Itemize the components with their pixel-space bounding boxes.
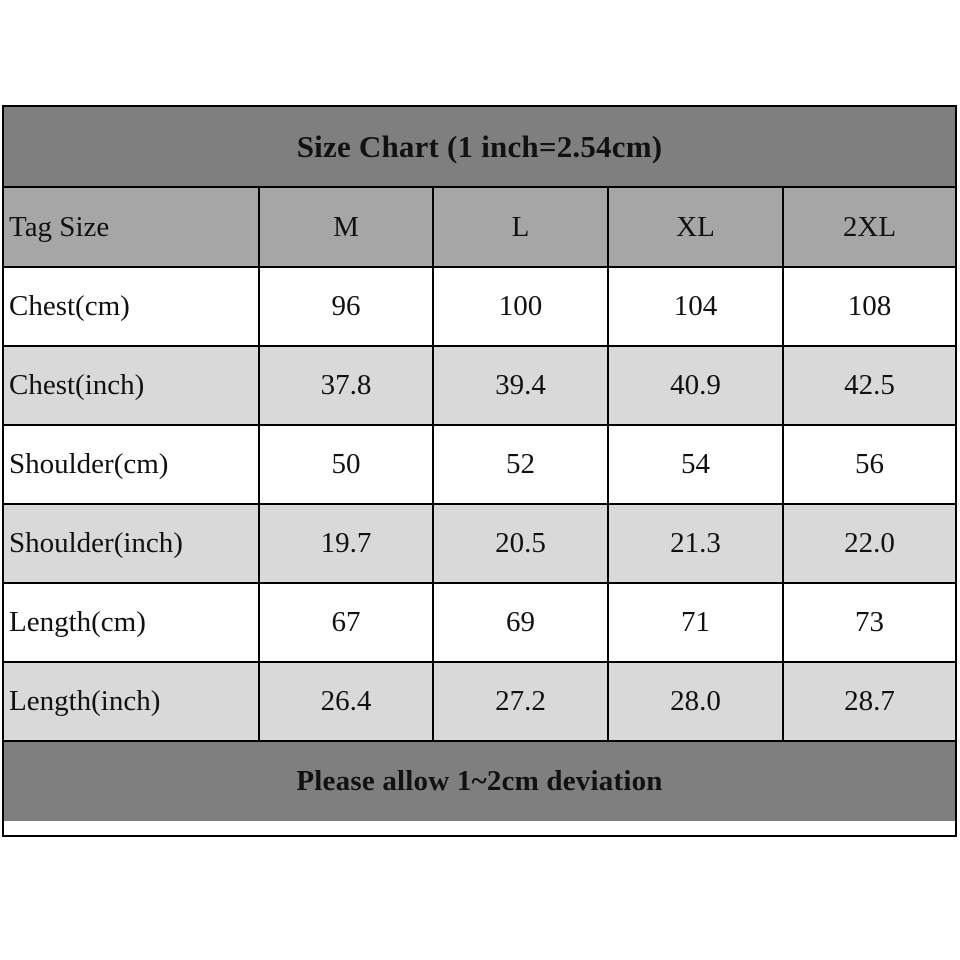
table-row <box>4 583 955 662</box>
table-cell: 100 <box>433 267 608 346</box>
table-cell: 52 <box>433 425 608 504</box>
table-cell: 39.4 <box>433 346 608 425</box>
table-cell: 56 <box>783 425 955 504</box>
row-label: Shoulder(inch) <box>4 504 259 583</box>
size-chart <box>2 105 957 837</box>
deviation-note: Please allow 1~2cm deviation <box>4 742 955 821</box>
table-row <box>4 267 955 346</box>
table-cell: 22.0 <box>783 504 955 583</box>
table-cell: 42.5 <box>783 346 955 425</box>
size-header-2xl: 2XL <box>783 188 955 267</box>
table-cell: 96 <box>259 267 433 346</box>
table-cell: 54 <box>608 425 783 504</box>
size-table <box>4 188 955 742</box>
table-cell: 19.7 <box>259 504 433 583</box>
table-row <box>4 425 955 504</box>
row-label: Shoulder(cm) <box>4 425 259 504</box>
row-label: Length(cm) <box>4 583 259 662</box>
row-label: Chest(inch) <box>4 346 259 425</box>
table-cell: 71 <box>608 583 783 662</box>
size-header-l: L <box>433 188 608 267</box>
table-cell: 28.7 <box>783 662 955 741</box>
table-cell: 40.9 <box>608 346 783 425</box>
row-label: Chest(cm) <box>4 267 259 346</box>
table-cell: 73 <box>783 583 955 662</box>
table-cell: 108 <box>783 267 955 346</box>
table-cell: 37.8 <box>259 346 433 425</box>
table-cell: 21.3 <box>608 504 783 583</box>
table-cell: 67 <box>259 583 433 662</box>
header-label: Tag Size <box>4 188 259 267</box>
table-cell: 69 <box>433 583 608 662</box>
table-cell: 104 <box>608 267 783 346</box>
table-row <box>4 504 955 583</box>
table-cell: 27.2 <box>433 662 608 741</box>
table-cell: 26.4 <box>259 662 433 741</box>
table-cell: 50 <box>259 425 433 504</box>
table-cell: 28.0 <box>608 662 783 741</box>
table-cell: 20.5 <box>433 504 608 583</box>
size-header-m: M <box>259 188 433 267</box>
row-label: Length(inch) <box>4 662 259 741</box>
chart-title: Size Chart (1 inch=2.54cm) <box>4 107 955 188</box>
size-header-xl: XL <box>608 188 783 267</box>
table-row <box>4 346 955 425</box>
header-row <box>4 188 955 267</box>
table-row <box>4 662 955 741</box>
